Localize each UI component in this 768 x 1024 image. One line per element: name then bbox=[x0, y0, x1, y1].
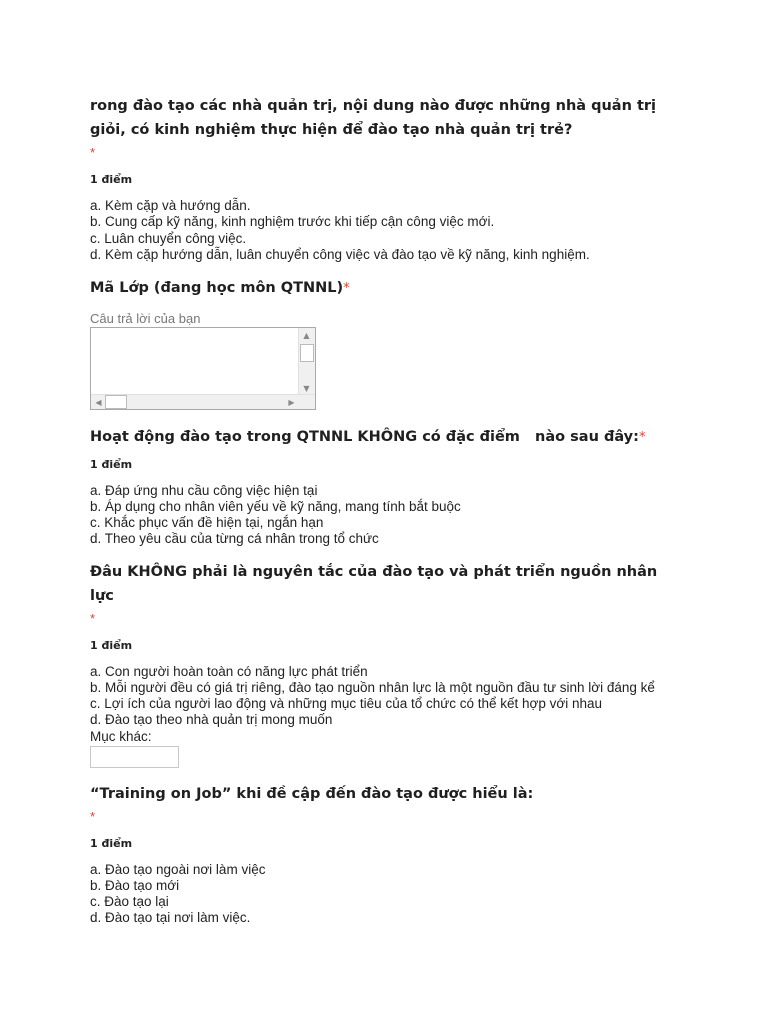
horizontal-scrollbar[interactable] bbox=[91, 394, 315, 409]
question-1-title-line-1: rong đào tạo các nhà quản trị, nội dung nào được những nhà quản trị bbox=[90, 98, 657, 114]
points-label: 1 điểm bbox=[90, 639, 133, 652]
required-asterisk: * bbox=[343, 281, 350, 296]
option-c[interactable]: c. Đào tạo lại bbox=[90, 894, 169, 909]
required-asterisk: * bbox=[638, 430, 646, 445]
points-label: 1 điểm bbox=[90, 837, 133, 850]
scroll-right-icon[interactable]: ▶ bbox=[288, 398, 295, 407]
vertical-scrollbar[interactable] bbox=[298, 328, 315, 396]
scroll-left-icon[interactable]: ◀ bbox=[95, 398, 102, 407]
option-b[interactable]: b. Cung cấp kỹ năng, kinh nghiệm trước khi tiếp cận công việc mới. bbox=[90, 214, 495, 229]
points-label: 1 điểm bbox=[90, 173, 133, 186]
vertical-scroll-thumb[interactable] bbox=[300, 344, 314, 362]
question-3-title-text: Hoạt động đào tạo trong QTNNL KHÔNG có đặc điểm nào sau đây: bbox=[90, 429, 639, 445]
scroll-up-icon[interactable]: ▲ bbox=[303, 331, 310, 340]
required-asterisk: * bbox=[90, 611, 96, 626]
option-a[interactable]: a. Kèm cặp và hướng dẫn. bbox=[90, 198, 251, 213]
answer-placeholder-label: Câu trả lời của bạn bbox=[90, 311, 201, 326]
option-d[interactable]: d. Kèm cặp hướng dẫn, luân chuyển công việc và đào tạo về kỹ năng, kinh nghiệm. bbox=[90, 247, 590, 262]
points-label: 1 điểm bbox=[90, 458, 133, 471]
required-asterisk: * bbox=[90, 809, 96, 824]
option-b[interactable]: b. Mỗi người đều có giá trị riêng, đào tạo nguồn nhân lực là một nguồn đầu tư sinh lời đáng kể bbox=[90, 680, 655, 695]
scroll-down-icon[interactable]: ▼ bbox=[303, 384, 310, 393]
answer-textarea[interactable] bbox=[90, 327, 316, 410]
option-d[interactable]: d. Theo yêu cầu của từng cá nhân trong tổ chức bbox=[90, 531, 379, 546]
question-2-title bbox=[90, 276, 350, 301]
option-a[interactable]: a. Con người hoàn toàn có năng lực phát triển bbox=[90, 664, 368, 679]
other-option-label: Mục khác: bbox=[90, 729, 152, 744]
option-b[interactable]: b. Đào tạo mới bbox=[90, 878, 180, 893]
option-c[interactable]: c. Luân chuyển công việc. bbox=[90, 231, 247, 246]
horizontal-scroll-thumb[interactable] bbox=[105, 395, 127, 409]
other-option-input[interactable] bbox=[90, 746, 179, 768]
question-3-title bbox=[90, 425, 645, 450]
option-b[interactable]: b. Áp dụng cho nhân viên yếu về kỹ năng, mang tính bắt buộc bbox=[90, 499, 461, 514]
question-5-title: “Training on Job” khi đề cập đến đào tạo được hiểu là: bbox=[90, 786, 534, 802]
question-1-title-line-2: giỏi, có kinh nghiệm thực hiện để đào tạo nhà quản trị trẻ? bbox=[90, 122, 573, 138]
required-asterisk: * bbox=[90, 145, 96, 160]
option-d[interactable]: d. Đào tạo theo nhà quản trị mong muốn bbox=[90, 712, 333, 727]
option-c[interactable]: c. Lợi ích của người lao động và những mục tiêu của tổ chức có thể kết hợp với nhau bbox=[90, 696, 603, 711]
question-4-title-line-2: lực bbox=[90, 588, 114, 604]
option-a[interactable]: a. Đào tạo ngoài nơi làm việc bbox=[90, 862, 266, 877]
option-a[interactable]: a. Đáp ứng nhu cầu công việc hiện tại bbox=[90, 483, 318, 498]
question-2-title-text: Mã Lớp (đang học môn QTNNL) bbox=[90, 280, 344, 296]
option-c[interactable]: c. Khắc phục vấn đề hiện tại, ngắn hạn bbox=[90, 515, 324, 530]
question-4-title-line-1: Đâu KHÔNG phải là nguyên tắc của đào tạo và phát triển nguồn nhân bbox=[90, 564, 658, 580]
option-d[interactable]: d. Đào tạo tại nơi làm việc. bbox=[90, 910, 251, 925]
